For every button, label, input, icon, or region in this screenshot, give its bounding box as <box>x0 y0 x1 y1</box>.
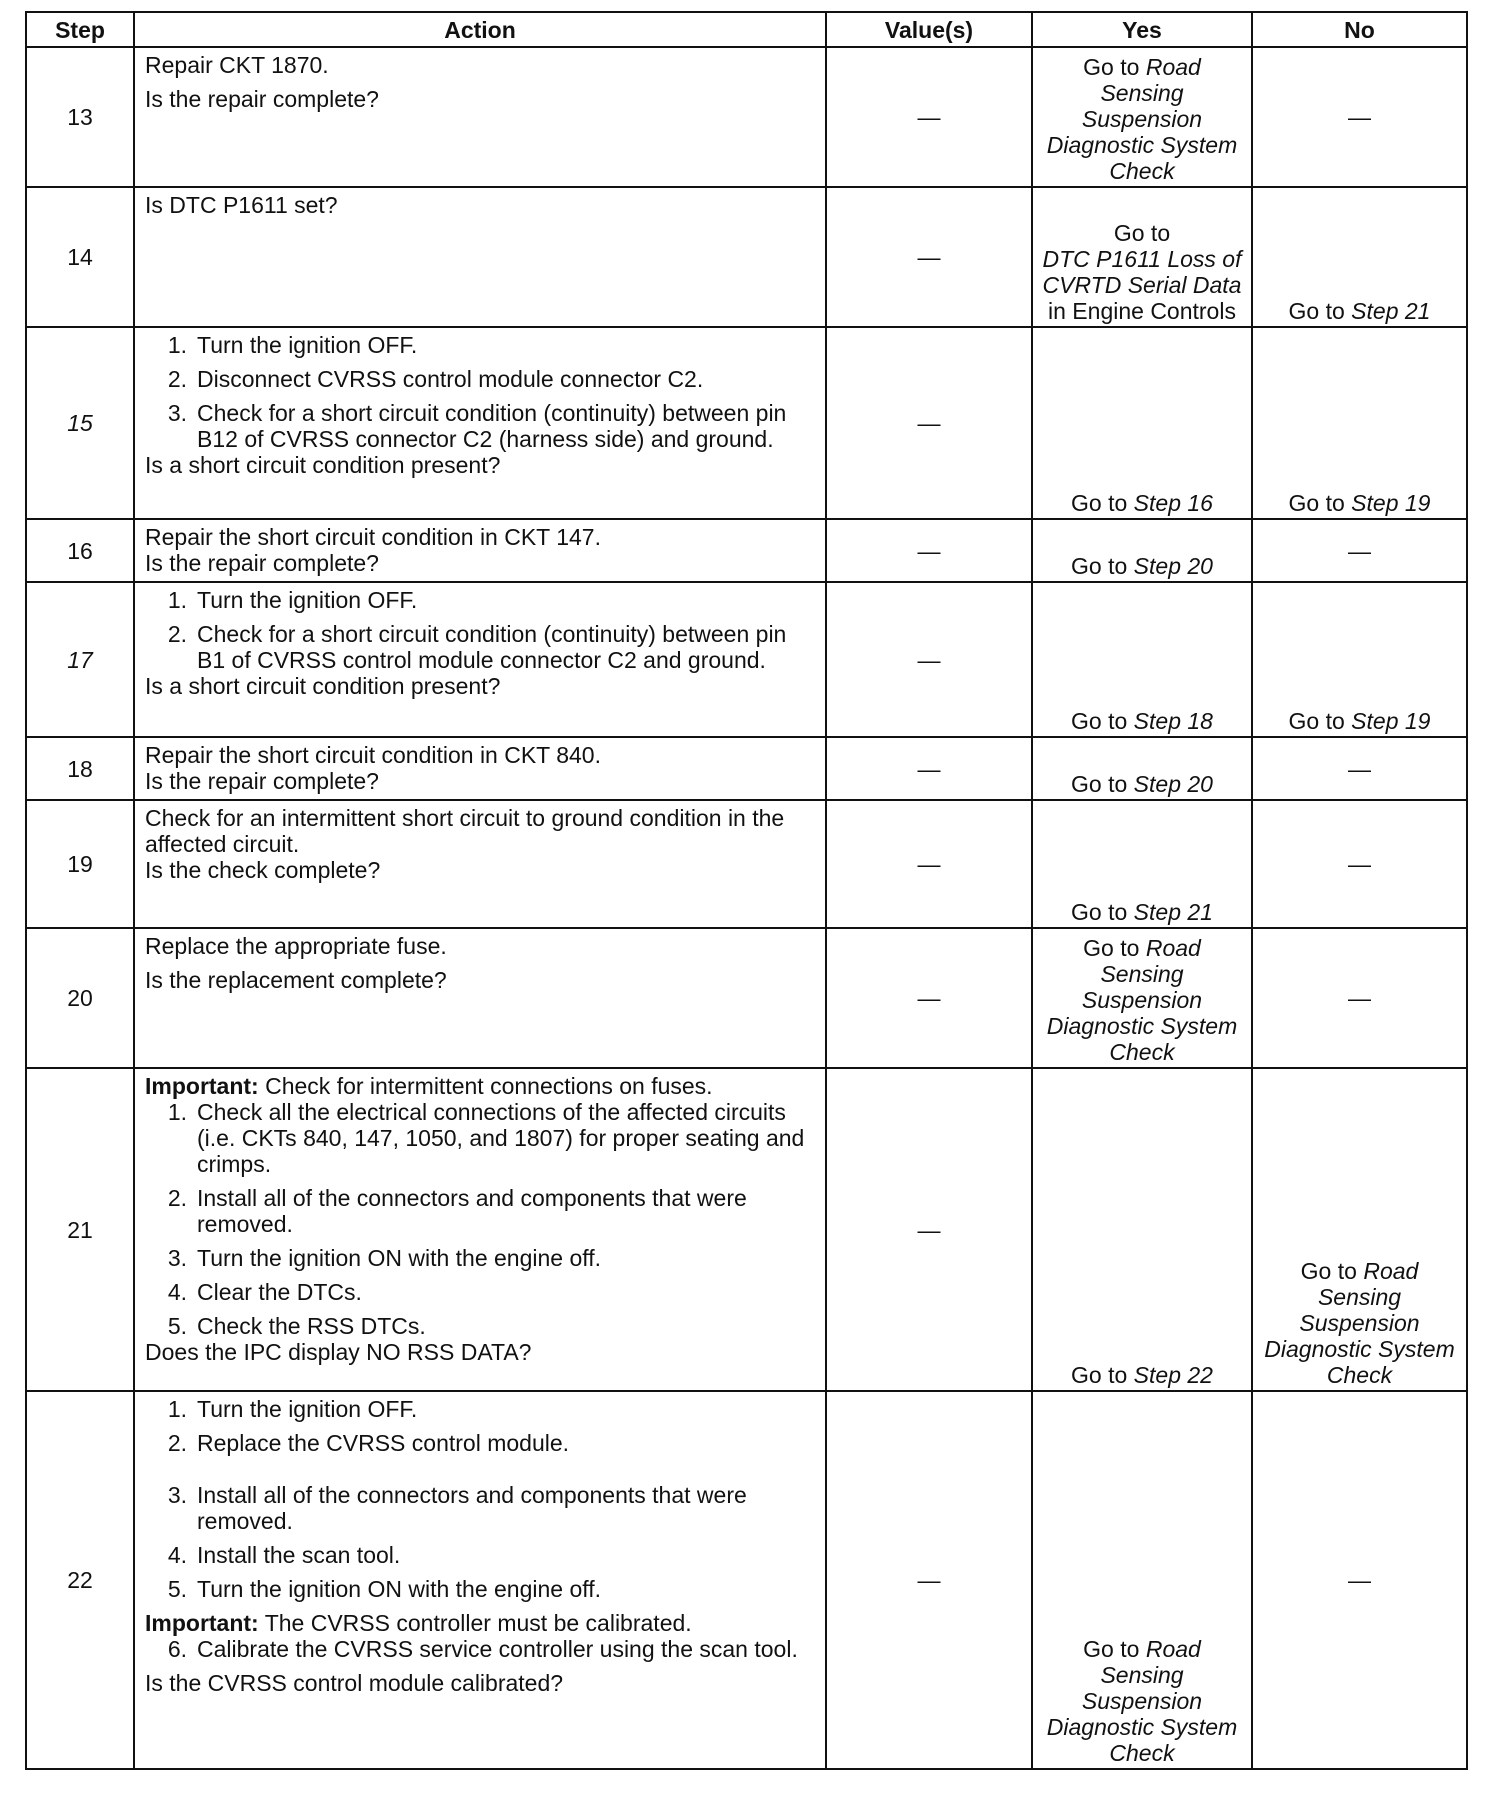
action-cell <box>134 327 826 519</box>
procedure-list <box>145 1396 813 1602</box>
table-row <box>26 800 1467 928</box>
value-cell: — <box>826 800 1032 928</box>
step-number: 15 <box>26 327 134 519</box>
action-question: Is DTC P1611 set? <box>145 192 338 218</box>
action-text: Repair the short circuit condition in CKT 840. <box>145 742 601 768</box>
action-cell <box>134 800 826 928</box>
diagnostic-table <box>25 11 1468 1770</box>
table-row <box>26 1391 1467 1769</box>
important-note: Important: Check for intermittent connections on fuses. <box>145 1073 713 1099</box>
list-item: 2. Disconnect CVRSS control module connector C2. <box>167 366 704 392</box>
yes-cell <box>1032 737 1252 800</box>
list-item: 3. Check for a short circuit condition (continuity) between pin B12 of CVRSS connector C2 (harness side) and ground. <box>167 400 787 452</box>
table-row <box>26 737 1467 800</box>
list-item: 2. Replace the CVRSS control module. <box>167 1430 570 1456</box>
header-action: Action <box>134 12 826 47</box>
action-cell <box>134 1391 826 1769</box>
yes-answer: Go to Step 20 <box>1071 771 1213 797</box>
value-cell: — <box>826 327 1032 519</box>
list-item: 1. Turn the ignition OFF. <box>167 587 418 613</box>
yes-answer: Go to Step 20 <box>1071 553 1213 579</box>
value-cell: — <box>826 582 1032 737</box>
yes-answer: Go to Step 22 <box>1071 1362 1213 1388</box>
table-row <box>26 582 1467 737</box>
rss-check-link[interactable]: Road Sensing Suspension Diagnostic System Check <box>1046 935 1238 1065</box>
no-answer: Go to Step 19 <box>1288 708 1431 734</box>
table-row <box>26 327 1467 519</box>
step-link[interactable]: Step 20 <box>1133 771 1213 797</box>
list-item: 3. Turn the ignition ON with the engine off. <box>167 1245 602 1271</box>
yes-answer: Go to Step 18 <box>1071 708 1213 734</box>
no-cell: — <box>1252 800 1467 928</box>
action-text: Replace the appropriate fuse. <box>145 933 447 959</box>
action-cell <box>134 582 826 737</box>
yes-answer: Go to DTC P1611 Loss of CVRTD Serial Data in Engine Controls <box>1042 220 1242 324</box>
no-cell: — <box>1252 737 1467 800</box>
rss-check-link[interactable]: Road Sensing Suspension Diagnostic System Check <box>1264 1258 1455 1388</box>
yes-answer: Go to Road Sensing Suspension Diagnostic System Check <box>1046 1636 1238 1766</box>
list-item: 4. Install the scan tool. <box>167 1542 401 1568</box>
table-row <box>26 1068 1467 1391</box>
value-cell: — <box>826 519 1032 582</box>
yes-cell <box>1032 327 1252 519</box>
list-item: 2. Check for a short circuit condition (continuity) between pin B1 of CVRSS control module connector C2 and ground. <box>167 621 787 673</box>
action-question: Does the IPC display NO RSS DATA? <box>145 1339 532 1365</box>
rss-check-link[interactable]: Road Sensing Suspension Diagnostic System Check <box>1046 54 1238 184</box>
yes-cell <box>1032 928 1252 1068</box>
list-item: 1. Check all the electrical connections of the affected circuits (i.e. CKTs 840, 147, 1050, and 1807) for proper seating and crimps. <box>167 1099 805 1177</box>
yes-cell <box>1032 582 1252 737</box>
value-cell: — <box>826 928 1032 1068</box>
step-number: 18 <box>26 737 134 800</box>
header-values: Value(s) <box>826 12 1032 47</box>
table-row <box>26 47 1467 187</box>
step-link[interactable]: Step 18 <box>1133 708 1213 734</box>
value-cell: — <box>826 737 1032 800</box>
action-cell <box>134 519 826 582</box>
action-text: Check for an intermittent short circuit to ground condition in the affected circuit. <box>145 805 785 857</box>
step-number: 22 <box>26 1391 134 1769</box>
rss-check-link[interactable]: Road Sensing Suspension Diagnostic System Check <box>1046 1636 1238 1766</box>
yes-answer: Go to Road Sensing Suspension Diagnostic System Check <box>1046 54 1238 184</box>
list-item: 1. Turn the ignition OFF. <box>167 332 418 358</box>
yes-answer: Go to Step 21 <box>1071 899 1213 925</box>
yes-cell <box>1032 47 1252 187</box>
action-cell <box>134 737 826 800</box>
yes-cell <box>1032 519 1252 582</box>
action-text: Repair CKT 1870. <box>145 52 329 78</box>
list-item: 1. Turn the ignition OFF. <box>167 1396 418 1422</box>
yes-cell <box>1032 1391 1252 1769</box>
procedure-list <box>145 587 813 673</box>
yes-cell <box>1032 1068 1252 1391</box>
action-question: Is the check complete? <box>145 857 381 883</box>
table-row <box>26 519 1467 582</box>
action-question: Is the repair complete? <box>145 768 379 794</box>
yes-answer: Go to Step 16 <box>1071 490 1213 516</box>
step-link[interactable]: Step 21 <box>1133 899 1213 925</box>
step-number: 21 <box>26 1068 134 1391</box>
step-link[interactable]: Step 20 <box>1133 553 1213 579</box>
step-link[interactable]: Step 16 <box>1133 490 1213 516</box>
no-cell <box>1252 1068 1467 1391</box>
step-link[interactable]: Step 19 <box>1351 708 1431 734</box>
action-question: Is the repair complete? <box>145 550 379 576</box>
table-row <box>26 928 1467 1068</box>
no-cell: — <box>1252 519 1467 582</box>
yes-cell <box>1032 800 1252 928</box>
important-note: Important: The CVRSS controller must be calibrated. <box>145 1610 692 1636</box>
step-link[interactable]: Step 19 <box>1351 490 1431 516</box>
action-cell <box>134 1068 826 1391</box>
step-link[interactable]: Step 22 <box>1133 1362 1213 1388</box>
step-number: 19 <box>26 800 134 928</box>
yes-answer: Go to Road Sensing Suspension Diagnostic System Check <box>1046 935 1238 1065</box>
header-row <box>26 12 1467 47</box>
no-cell: — <box>1252 928 1467 1068</box>
header-step: Step <box>26 12 134 47</box>
action-question: Is a short circuit condition present? <box>145 673 501 699</box>
no-cell <box>1252 327 1467 519</box>
action-question: Is a short circuit condition present? <box>145 452 501 478</box>
no-answer: Go to Step 21 <box>1288 298 1431 324</box>
step-number: 13 <box>26 47 134 187</box>
no-cell: — <box>1252 47 1467 187</box>
no-answer: Go to Road Sensing Suspension Diagnostic System Check <box>1264 1258 1455 1388</box>
list-item: 5. Turn the ignition ON with the engine off. <box>167 1576 602 1602</box>
action-cell <box>134 928 826 1068</box>
step-number: 14 <box>26 187 134 327</box>
no-cell: — <box>1252 1391 1467 1769</box>
dtc-p1611-link[interactable]: DTC P1611 Loss of CVRTD Serial Data <box>1042 246 1242 298</box>
no-answer: Go to Step 19 <box>1288 490 1431 516</box>
no-cell <box>1252 582 1467 737</box>
value-cell: — <box>826 1068 1032 1391</box>
action-question: Is the replacement complete? <box>145 967 447 993</box>
action-question: Is the CVRSS control module calibrated? <box>145 1670 564 1696</box>
step-link[interactable]: Step 21 <box>1351 298 1431 324</box>
table-row <box>26 187 1467 327</box>
header-no: No <box>1252 12 1467 47</box>
procedure-list <box>145 1636 813 1662</box>
no-cell <box>1252 187 1467 327</box>
value-cell: — <box>826 47 1032 187</box>
value-cell: — <box>826 1391 1032 1769</box>
action-question: Is the repair complete? <box>145 86 379 112</box>
list-item: 3. Install all of the connectors and components that were removed. <box>167 1482 747 1534</box>
action-text: Repair the short circuit condition in CKT 147. <box>145 524 601 550</box>
procedure-list <box>145 332 813 452</box>
step-number: 20 <box>26 928 134 1068</box>
header-yes: Yes <box>1032 12 1252 47</box>
step-number: 17 <box>26 582 134 737</box>
action-cell <box>134 47 826 187</box>
yes-cell <box>1032 187 1252 327</box>
action-cell <box>134 187 826 327</box>
procedure-list <box>145 1099 813 1339</box>
list-item: 4. Clear the DTCs. <box>167 1279 362 1305</box>
list-item: 2. Install all of the connectors and components that were removed. <box>167 1185 747 1237</box>
list-item: 5. Check the RSS DTCs. <box>167 1313 426 1339</box>
step-number: 16 <box>26 519 134 582</box>
list-item: 6. Calibrate the CVRSS service controller using the scan tool. <box>167 1636 798 1662</box>
value-cell: — <box>826 187 1032 327</box>
